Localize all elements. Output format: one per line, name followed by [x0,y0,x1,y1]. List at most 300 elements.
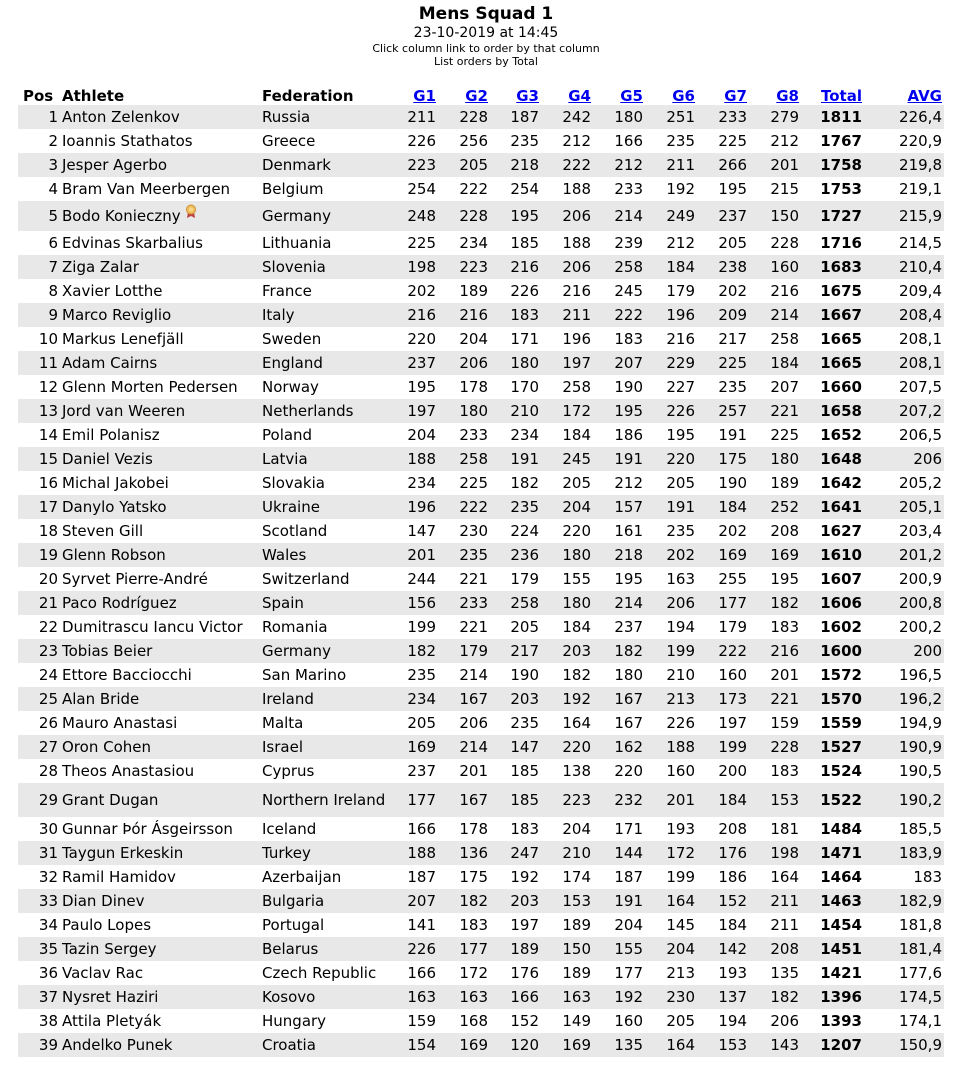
cell-g8: 228 [770,234,799,252]
cell-g3: 152 [510,1012,539,1030]
cell-g2: 228 [438,201,490,231]
cell-g4: 220 [562,522,591,540]
cell-athlete [60,817,260,841]
cell-athlete [60,567,260,591]
cell-g1: 225 [407,234,436,252]
cell-g1: 154 [390,1033,438,1057]
sort-link-g5[interactable]: G5 [620,87,643,105]
cell-g7: 225 [718,132,747,150]
cell-g4: 204 [541,495,593,519]
sort-link-g4[interactable]: G4 [568,87,591,105]
cell-g6: 164 [645,889,697,913]
cell-g7: 190 [718,474,747,492]
cell-g3: 171 [510,330,539,348]
cell-pos: 12 [38,378,58,396]
cell-g1: 248 [390,201,438,231]
table-row [18,687,944,711]
cell-g4: 188 [562,180,591,198]
cell-g4: 189 [562,916,591,934]
cell-g7: 152 [697,889,749,913]
cell-g6: 163 [666,570,695,588]
cell-g3: 183 [490,303,541,327]
athlete-name: Daniel Vezis [62,450,153,468]
cell-g6: 172 [645,841,697,865]
cell-pos: 37 [18,985,60,1009]
cell-g7: 238 [697,255,749,279]
cell-g8: 182 [749,985,801,1009]
cell-g3: 203 [490,889,541,913]
cell-g7: 142 [697,937,749,961]
cell-g7: 153 [697,1033,749,1057]
cell-avg: 174,5 [864,985,944,1009]
cell-avg: 205,1 [864,495,944,519]
cell-g6: 199 [645,639,697,663]
cell-federation: Germany [260,201,390,231]
athlete-name: Paulo Lopes [62,916,152,934]
cell-total: 1451 [801,937,864,961]
cell-pos: 20 [38,570,58,588]
cell-federation: Italy [260,303,390,327]
cell-pos: 36 [38,964,58,982]
cell-athlete [60,495,260,519]
cell-g4: 210 [541,841,593,865]
cell-g8: 215 [770,180,799,198]
cell-g7: 225 [697,351,749,375]
cell-avg: 205,2 [899,474,942,492]
cell-g1: 223 [390,153,438,177]
cell-avg: 219,8 [864,153,944,177]
cell-g5: 204 [614,916,643,934]
athlete-name: Anton Zelenkov [62,108,180,126]
cell-avg: 183,9 [864,841,944,865]
cell-g7: 222 [697,639,749,663]
cell-g7: 173 [697,687,749,711]
cell-total: 1610 [801,543,864,567]
cell-g7: 205 [718,234,747,252]
cell-federation: Romania [262,617,328,636]
cell-g2: 223 [438,255,490,279]
cell-g4: 169 [541,1033,593,1057]
cell-federation: Belgium [262,179,324,198]
cell-g1: 244 [407,570,436,588]
cell-g4: 204 [562,820,591,838]
cell-federation: Kosovo [260,985,390,1009]
cell-avg: 209,4 [899,282,942,300]
cell-g4: 172 [541,399,593,423]
cell-g8: 221 [749,399,801,423]
cell-athlete [60,399,260,423]
cell-g8: 201 [749,153,801,177]
cell-g8: 182 [749,591,801,615]
athlete-name: Ettore Bacciocchi [62,666,192,684]
sort-link-avg[interactable]: AVG [907,87,942,105]
cell-g7: 266 [697,153,749,177]
cell-total: 1522 [801,783,864,817]
cell-g2: 163 [438,985,490,1009]
cell-g5: 167 [614,714,643,732]
athlete-name: Tobias Beier [62,642,153,660]
cell-total: 1570 [801,687,864,711]
medal-icon [185,204,197,218]
cell-avg: 200 [864,639,944,663]
cell-g3: 190 [510,666,539,684]
cell-total: 1207 [801,1033,864,1057]
cell-g7: 200 [718,762,747,780]
cell-g2: 178 [459,820,488,838]
cell-avg: 208,1 [864,351,944,375]
cell-g8: 143 [749,1033,801,1057]
cell-g7: 179 [718,618,747,636]
cell-avg: 203,4 [899,522,942,540]
cell-athlete [60,519,260,543]
cell-g5: 214 [593,591,645,615]
cell-g5: 155 [593,937,645,961]
cell-federation: Latvia [260,447,390,471]
sort-link-g3[interactable]: G3 [516,87,539,105]
cell-g4: 245 [541,447,593,471]
cell-g6: 193 [666,820,695,838]
cell-g6: 216 [666,330,695,348]
cell-avg: 200,9 [899,570,942,588]
cell-g1: 169 [390,735,438,759]
cell-g2: 214 [459,666,488,684]
cell-athlete [60,177,260,201]
cell-total: 1600 [801,639,864,663]
cell-federation: Cyprus [262,761,315,780]
cell-g4: 220 [541,735,593,759]
cell-g2: 178 [459,378,488,396]
cell-total: 1753 [820,180,862,198]
athlete-name: Glenn Robson [62,546,166,564]
cell-g7: 257 [697,399,749,423]
cell-avg: 200,2 [899,618,942,636]
cell-total: 1607 [820,570,862,588]
cell-g6: 195 [666,426,695,444]
table-row [18,105,944,129]
cell-g2: 230 [459,522,488,540]
cell-total: 1421 [820,964,862,982]
cell-g7: 177 [697,591,749,615]
cell-g7: 160 [718,666,747,684]
cell-total: 1665 [801,351,864,375]
cell-pos: 16 [38,474,58,492]
cell-g4: 184 [562,618,591,636]
cell-avg: 174,1 [899,1012,942,1030]
cell-pos: 38 [38,1012,58,1030]
cell-total: 1658 [801,399,864,423]
page-title: Mens Squad 1 [418,4,554,24]
cell-total: 1484 [820,820,862,838]
cell-g3: 176 [510,964,539,982]
cell-g5: 177 [614,964,643,982]
cell-g3: 205 [510,618,539,636]
cell-g6: 226 [666,714,695,732]
cell-total: 1464 [820,868,862,886]
cell-g1: 166 [407,820,436,838]
cell-g7: 176 [697,841,749,865]
cell-avg: 181,8 [899,916,942,934]
cell-federation: Iceland [262,819,317,838]
athlete-name: Bram Van Meerbergen [62,180,231,198]
cell-g1: 234 [407,474,436,492]
cell-g5: 237 [614,618,643,636]
cell-g4: 189 [562,964,591,982]
cell-g8: 169 [749,543,801,567]
cell-g1: 211 [390,105,438,129]
cell-g1: 234 [390,687,438,711]
report-date: 23-10-2019 at 14:45 [413,25,559,41]
cell-total: 1660 [820,378,862,396]
cell-g4: 184 [562,426,591,444]
cell-g8: 181 [770,820,799,838]
cell-g6: 227 [666,378,695,396]
cell-g3: 197 [510,916,539,934]
cell-avg: 208,1 [899,330,942,348]
cell-pos: 3 [18,153,60,177]
table-row [18,279,944,303]
cell-g5: 144 [593,841,645,865]
sort-link-g1[interactable]: G1 [413,87,436,105]
cell-g3: 224 [510,522,539,540]
cell-g7: 209 [697,303,749,327]
sort-hint: Click column link to order by that column [372,42,600,55]
cell-federation: Spain [260,591,390,615]
cell-total: 1642 [820,474,862,492]
cell-g2: 177 [438,937,490,961]
cell-g5: 239 [614,234,643,252]
cell-g6: 179 [666,282,695,300]
table-row [18,447,944,471]
cell-federation: Czech Republic [262,963,377,982]
cell-pos: 22 [38,618,58,636]
cell-federation: Belarus [260,937,390,961]
cell-g6: 196 [645,303,697,327]
cell-total: 1758 [801,153,864,177]
cell-g4: 164 [562,714,591,732]
cell-g8: 216 [749,639,801,663]
cell-g3: 189 [490,937,541,961]
cell-athlete [60,303,260,327]
cell-g4: 150 [541,937,593,961]
cell-pos: 9 [18,303,60,327]
athlete-name: Xavier Lotthe [62,282,163,300]
cell-g6: 226 [645,399,697,423]
table-row [18,889,944,913]
table-row [18,913,944,937]
cell-g1: 195 [407,378,436,396]
cell-g1: 159 [407,1012,436,1030]
table-row [18,711,944,735]
header-row [18,83,944,105]
cell-g7: 194 [718,1012,747,1030]
cell-g2: 216 [438,303,490,327]
athlete-name: Paco Rodríguez [62,594,177,612]
sort-link-g6[interactable]: G6 [672,87,695,105]
cell-g5: 258 [593,255,645,279]
cell-g8: 183 [770,762,799,780]
cell-g6: 212 [666,234,695,252]
cell-g7: 199 [697,735,749,759]
cell-athlete [60,129,260,153]
cell-total: 1471 [801,841,864,865]
athlete-name: Michal Jakobei [62,474,169,492]
cell-g1: 202 [407,282,436,300]
athlete-name: Mauro Anastasi [62,714,178,732]
athlete-name: Ramil Hamidov [62,868,176,886]
cell-g1: 147 [407,522,436,540]
cell-g3: 182 [510,474,539,492]
cell-g4: 163 [541,985,593,1009]
athlete-name: Grant Dugan [62,791,159,809]
cell-g6: 160 [666,762,695,780]
cell-g1: 237 [407,762,436,780]
cell-g1: 163 [390,985,438,1009]
cell-federation: Poland [262,425,313,444]
cell-federation: Hungary [262,1011,327,1030]
cell-avg: 196,2 [864,687,944,711]
cell-pos: 30 [38,820,58,838]
cell-federation: Scotland [262,521,328,540]
athlete-name: Adam Cairns [62,354,158,372]
cell-athlete [60,471,260,495]
cell-avg: 177,6 [899,964,942,982]
cell-g8: 207 [770,378,799,396]
cell-avg: 210,4 [864,255,944,279]
cell-total: 1648 [801,447,864,471]
cell-total: 1767 [820,132,862,150]
cell-g5: 160 [614,1012,643,1030]
cell-g2: 175 [459,868,488,886]
cell-g1: 187 [407,868,436,886]
cell-pos: 34 [38,916,58,934]
cell-g5: 190 [614,378,643,396]
table-row [18,961,944,985]
sort-link-total[interactable]: Total [821,87,862,105]
cell-federation: Northern Ireland [260,783,390,817]
cell-athlete [60,543,260,567]
sort-link-g8[interactable]: G8 [776,87,799,105]
cell-g3: 195 [490,201,541,231]
cell-g8: 180 [749,447,801,471]
cell-pos: 7 [18,255,60,279]
cell-g7: 235 [718,378,747,396]
sort-link-g2[interactable]: G2 [465,87,488,105]
cell-g6: 199 [666,868,695,886]
cell-athlete [60,663,260,687]
cell-total: 1675 [820,282,862,300]
cell-g2: 228 [438,105,490,129]
cell-g3: 192 [510,868,539,886]
table-row [18,231,944,255]
cell-pos: 10 [38,330,58,348]
cell-athlete [60,279,260,303]
cell-pos: 31 [18,841,60,865]
cell-g8: 208 [770,522,799,540]
cell-g4: 242 [541,105,593,129]
table-row [18,615,944,639]
cell-g3: 236 [490,543,541,567]
cell-g8: 214 [749,303,801,327]
cell-pos: 13 [18,399,60,423]
cell-g5: 135 [593,1033,645,1057]
table-row [18,375,944,399]
cell-federation: Israel [260,735,390,759]
cell-g2: 222 [459,180,488,198]
cell-g6: 235 [666,522,695,540]
cell-g4: 180 [541,591,593,615]
cell-g3: 187 [490,105,541,129]
table-row [18,735,944,759]
cell-pos: 19 [18,543,60,567]
cell-avg: 207,5 [899,378,942,396]
col-header-athlete: Athlete [62,87,125,105]
athlete-name: Steven Gill [62,522,144,540]
cell-g5: 214 [593,201,645,231]
cell-g8: 221 [749,687,801,711]
cell-g8: 150 [749,201,801,231]
cell-g2: 180 [438,399,490,423]
cell-g6: 201 [645,783,697,817]
col-header-pos: Pos [23,87,54,105]
cell-g7: 169 [697,543,749,567]
cell-athlete [60,615,260,639]
cell-g1: 205 [407,714,436,732]
cell-g4: 216 [562,282,591,300]
results-table [18,83,944,1057]
cell-g8: 198 [749,841,801,865]
cell-avg: 150,9 [864,1033,944,1057]
cell-g7: 217 [718,330,747,348]
cell-g8: 135 [770,964,799,982]
cell-g5: 192 [593,985,645,1009]
order-hint: List orders by Total [434,55,538,68]
cell-g3: 235 [490,495,541,519]
cell-federation: Bulgaria [260,889,390,913]
cell-g4: 188 [562,234,591,252]
cell-athlete [60,447,260,471]
cell-g7: 184 [697,783,749,817]
cell-avg: 226,4 [864,105,944,129]
cell-g2: 167 [438,783,490,817]
cell-g3: 147 [490,735,541,759]
cell-avg: 183 [913,868,942,886]
sort-link-g7[interactable]: G7 [724,87,747,105]
table-row [18,543,944,567]
cell-g8: 183 [770,618,799,636]
cell-pos: 18 [38,522,58,540]
cell-g5: 233 [614,180,643,198]
cell-g5: 166 [614,132,643,150]
cell-avg: 208,4 [864,303,944,327]
cell-g3: 120 [490,1033,541,1057]
cell-pos: 8 [48,282,58,300]
cell-athlete [60,639,260,663]
cell-g1: 201 [390,543,438,567]
cell-g1: 199 [407,618,436,636]
cell-pos: 33 [18,889,60,913]
cell-g7: 237 [697,201,749,231]
cell-g2: 201 [459,762,488,780]
athlete-name: Taygun Erkeskin [62,844,184,862]
cell-federation: Turkey [260,841,390,865]
cell-g4: 212 [562,132,591,150]
cell-g5: 212 [614,474,643,492]
table-row [18,865,944,889]
cell-g8: 211 [770,916,799,934]
athlete-name: Syrvet Pierre-André [62,570,208,588]
cell-g7: 184 [718,916,747,934]
cell-g6: 249 [645,201,697,231]
